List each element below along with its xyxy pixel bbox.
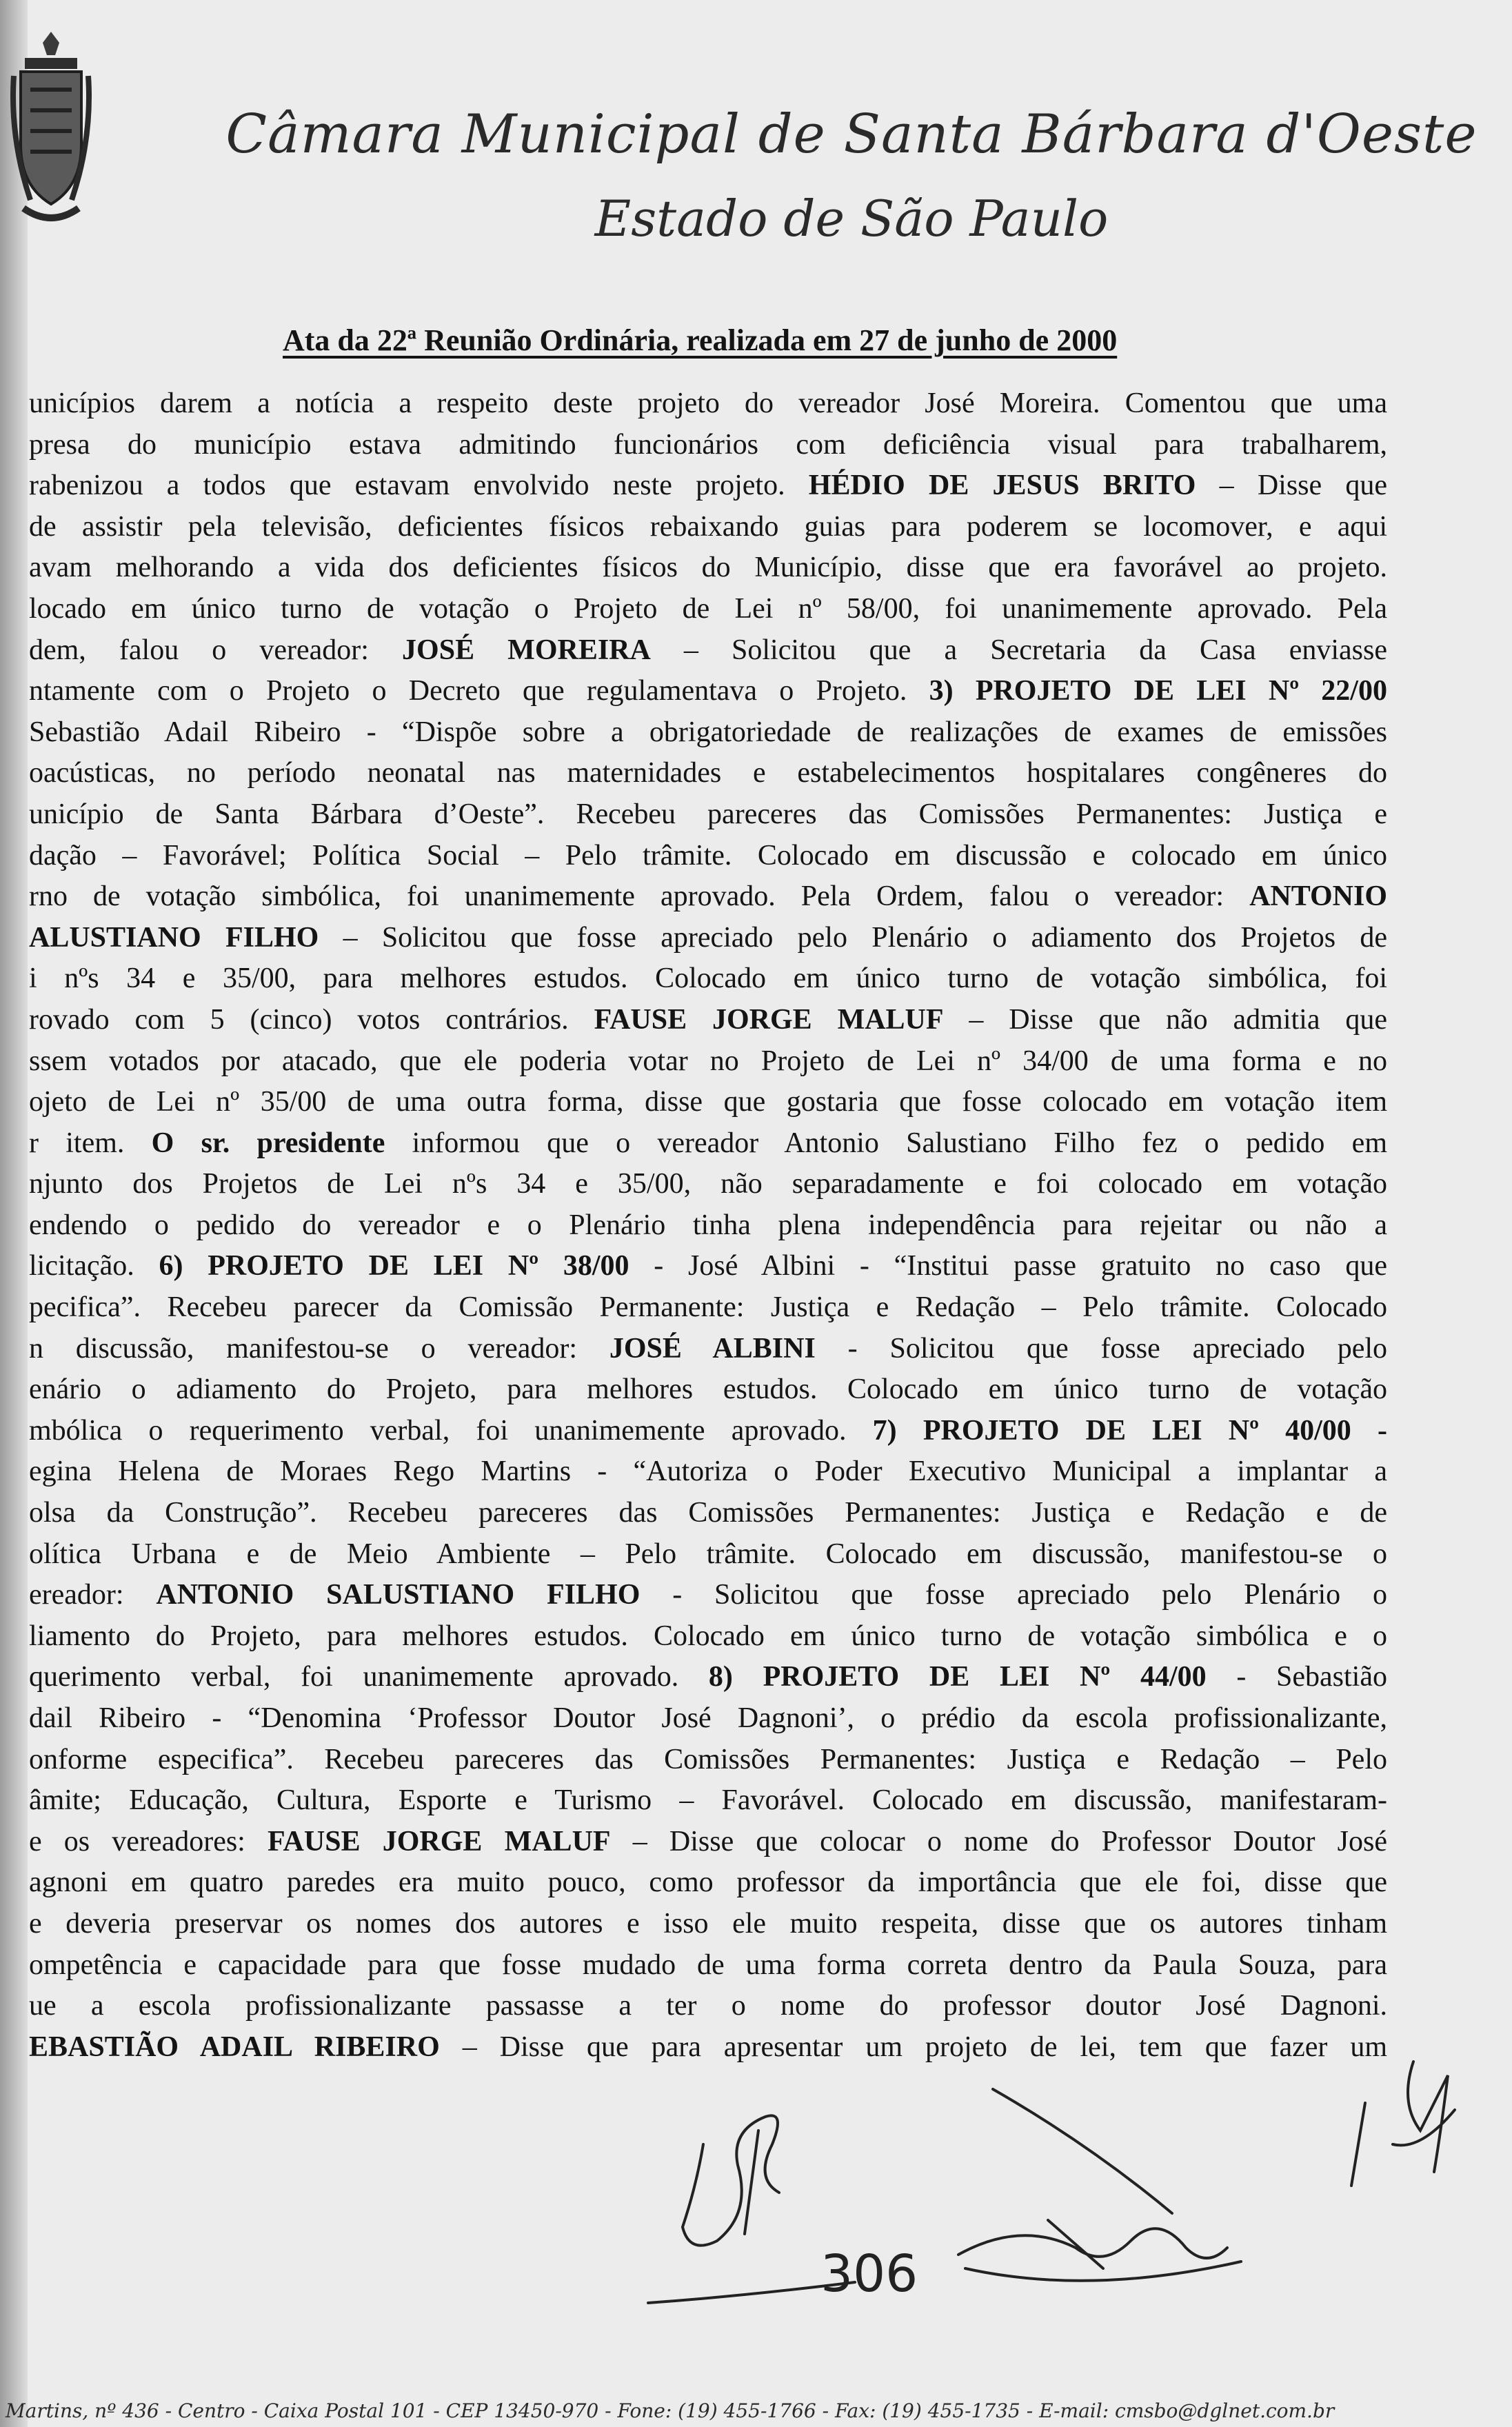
text-segment: – Disse que colocar o nome do Professor Doutor José xyxy=(610,1825,1387,1857)
letterhead-title: Câmara Municipal de Santa Bárbara d'Oeste xyxy=(225,103,1478,165)
body-line xyxy=(29,1287,1387,1329)
text-segment: - Solicitou que fosse apreciado pelo xyxy=(815,1332,1387,1364)
text-segment: rabenizou a todos que estavam envolvido neste projeto. xyxy=(29,470,809,502)
bold-segment: 7) PROJETO DE LEI Nº 40/00 - xyxy=(872,1414,1387,1447)
bold-segment: 6) PROJETO DE LEI Nº 38/00 xyxy=(159,1250,629,1282)
text-segment: pecifica”. Recebeu parecer da Comissão Permanente: Justiça e Redação – Pelo trâmite. Colocado xyxy=(29,1291,1387,1324)
text-segment: - José Albini - “Institui passe gratuito no caso que xyxy=(629,1250,1387,1282)
text-segment: – Disse que não admitia que xyxy=(943,1003,1387,1036)
text-segment: dação – Favorável; Política Social – Pelo trâmite. Colocado em discussão e colocado em único xyxy=(29,839,1387,872)
bold-segment: JOSÉ ALBINI xyxy=(609,1332,816,1364)
binding-shadow xyxy=(0,0,28,2427)
text-segment: e deveria preservar os nomes dos autores e isso ele muito respeita, disse que os autores tinham xyxy=(29,1907,1387,1940)
text-segment: Sebastião Adail Ribeiro - “Dispõe sobre a obrigatoriedade de realizações de exames de emissões xyxy=(29,716,1387,748)
text-segment: e os vereadores: xyxy=(29,1825,268,1857)
body-line xyxy=(29,712,1387,754)
text-segment: dail Ribeiro - “Denomina ‘Professor Doutor José Dagnoni’, o prédio da escola profissionalizante, xyxy=(29,1702,1387,1734)
text-segment: n discussão, manifestou-se o vereador: xyxy=(29,1332,609,1364)
text-segment: ue a escola profissionalizante passasse a ter o nome do professor doutor José Dagnoni. xyxy=(29,1990,1387,2022)
text-segment: onforme especifica”. Recebeu pareceres das Comissões Permanentes: Justiça e Redação – Pelo xyxy=(29,1743,1387,1775)
body-line xyxy=(29,1205,1387,1247)
body-line xyxy=(29,671,1387,712)
body-line xyxy=(29,1904,1387,1945)
footer-address: Martins, nº 436 - Centro - Caixa Postal 101 - CEP 13450-970 - Fone: (19) 455-1766 - Fax: (19) 455-1735 - E-mail: cmsbo@dglnet.com.br xyxy=(6,2399,1335,2422)
body-line xyxy=(29,465,1387,507)
text-segment: oacústicas, no período neonatal nas maternidades e estabelecimentos hospitalares congêneres do xyxy=(29,757,1387,789)
text-segment: endendo o pedido do vereador e o Plenário tinha plena independência para rejeitar ou não a xyxy=(29,1209,1387,1241)
body-line xyxy=(29,958,1387,1000)
text-segment: presa do município estava admitindo funcionários com deficiência visual para trabalharem, xyxy=(29,428,1387,461)
body-line xyxy=(29,918,1387,959)
text-segment: ntamente com o Projeto o Decreto que regulamentava o Projeto. xyxy=(29,675,929,707)
text-segment: agnoni em quatro paredes era muito pouco, como professor da importância que ele foi, disse que xyxy=(29,1866,1387,1899)
bold-segment: FAUSE JORGE MALUF xyxy=(268,1825,611,1857)
body-line xyxy=(29,753,1387,794)
text-segment: ereador: xyxy=(29,1579,157,1611)
letterhead-subtitle: Estado de São Paulo xyxy=(594,190,1109,248)
bold-segment: 3) PROJETO DE LEI Nº 22/00 xyxy=(929,675,1387,707)
text-segment: enário o adiamento do Projeto, para melhores estudos. Colocado em único turno de votação xyxy=(29,1373,1387,1406)
body-line xyxy=(29,1451,1387,1493)
body-line xyxy=(29,1780,1387,1822)
text-segment: – Solicitou que fosse apreciado pelo Plenário o adiamento dos Projetos de xyxy=(319,921,1387,954)
text-segment: licitação. xyxy=(29,1250,159,1282)
body-line xyxy=(29,589,1387,630)
bold-segment: ANTONIO xyxy=(1249,880,1387,913)
text-segment: locado em único turno de votação o Projeto de Lei nº 58/00, foi unanimemente aprovado. Pela xyxy=(29,592,1387,625)
text-segment: liamento do Projeto, para melhores estudos. Colocado em único turno de votação simbólica e o xyxy=(29,1620,1387,1652)
body-line xyxy=(29,1000,1387,1041)
text-segment: – Solicitou que a Secretaria da Casa enviasse xyxy=(650,634,1387,666)
bold-segment: JOSÉ MOREIRA xyxy=(402,634,651,666)
text-segment: ssem votados por atacado, que ele poderia votar no Projeto de Lei nº 34/00 de uma forma e no xyxy=(29,1045,1387,1077)
body-line xyxy=(29,425,1387,466)
body-line xyxy=(29,1082,1387,1123)
body-line xyxy=(29,1740,1387,1781)
text-segment: de assistir pela televisão, deficientes físicos rebaixando guias para poderem se locomover, e aqui xyxy=(29,510,1387,543)
body-line xyxy=(29,1616,1387,1658)
text-segment: - Sebastião xyxy=(1206,1661,1387,1693)
body-line xyxy=(29,1575,1387,1616)
body-line xyxy=(29,1945,1387,1986)
text-segment: egina Helena de Moraes Rego Martins - “Autoriza o Poder Executivo Municipal a implantar a xyxy=(29,1456,1387,1488)
text-segment: ojeto de Lei nº 35/00 de uma outra forma, disse que gostaria que fosse colocado em votação item xyxy=(29,1086,1387,1118)
body-line xyxy=(29,1329,1387,1370)
minutes-title: Ata da 22ª Reunião Ordinária, realizada em 27 de junho de 2000 xyxy=(283,323,1118,357)
coat-of-arms-icon xyxy=(10,28,92,234)
bold-segment: FAUSE JORGE MALUF xyxy=(594,1003,944,1036)
body-line xyxy=(29,1041,1387,1082)
text-segment: unicípio de Santa Bárbara d’Oeste”. Recebeu pareceres das Comissões Permanentes: Justiça e xyxy=(29,798,1387,830)
body-line xyxy=(29,1123,1387,1165)
text-segment: âmite; Educação, Cultura, Esporte e Turismo – Favorável. Colocado em discussão, manifestaram- xyxy=(29,1784,1387,1817)
body-line xyxy=(29,1862,1387,1904)
body-line xyxy=(29,1246,1387,1287)
body-line xyxy=(29,383,1387,425)
body-line xyxy=(29,507,1387,548)
text-segment: rno de votação simbólica, foi unanimemente aprovado. Pela Ordem, falou o vereador: xyxy=(29,880,1250,913)
text-segment: querimento verbal, foi unanimemente aprovado. xyxy=(29,1661,709,1693)
body-line xyxy=(29,1698,1387,1740)
text-segment: r item. xyxy=(29,1127,152,1159)
text-segment: avam melhorando a vida dos deficientes físicos do Município, disse que era favorável ao projeto. xyxy=(29,552,1387,584)
text-segment: njunto dos Projetos de Lei nºs 34 e 35/00, não separadamente e foi colocado em votação xyxy=(29,1168,1387,1200)
page-number: 306 xyxy=(820,2244,918,2304)
body-line xyxy=(29,1164,1387,1205)
text-segment: ompetência e capacidade para que fosse mudado de uma forma correta dentro da Paula Souza, para xyxy=(29,1948,1387,1981)
body-line xyxy=(29,547,1387,589)
bold-segment: ANTONIO SALUSTIANO FILHO xyxy=(156,1579,641,1611)
minutes-body xyxy=(29,383,1387,2068)
bold-segment: ALUSTIANO FILHO xyxy=(29,921,319,954)
body-line xyxy=(29,1657,1387,1698)
text-segment: rovado com 5 (cinco) votos contrários. xyxy=(29,1003,594,1036)
text-segment: olítica Urbana e de Meio Ambiente – Pelo trâmite. Colocado em discussão, manifestou-se o xyxy=(29,1538,1387,1570)
text-segment: mbólica o requerimento verbal, foi unanimemente aprovado. xyxy=(29,1414,873,1447)
body-line xyxy=(29,1822,1387,1863)
body-line xyxy=(29,794,1387,836)
text-segment: - Solicitou que fosse apreciado pelo Plenário o xyxy=(640,1579,1387,1611)
text-segment: dem, falou o vereador: xyxy=(29,634,403,666)
text-segment: – Disse que para apresentar um projeto de lei, tem que fazer um xyxy=(439,2031,1387,2063)
text-segment: – Disse que xyxy=(1196,470,1387,502)
handwritten-signatures xyxy=(607,2006,1503,2324)
text-segment: i nºs 34 e 35/00, para melhores estudos. Colocado em único turno de votação simbólica, foi xyxy=(29,963,1387,995)
text-segment: olsa da Construção”. Recebeu pareceres das Comissões Permanentes: Justiça e Redação e de xyxy=(29,1497,1387,1529)
body-line xyxy=(29,1534,1387,1575)
bold-segment: O sr. presidente xyxy=(151,1127,385,1159)
bold-segment: EBASTIÃO ADAIL RIBEIRO xyxy=(29,2031,440,2063)
body-line xyxy=(29,1411,1387,1452)
body-line xyxy=(29,836,1387,877)
body-line xyxy=(29,630,1387,672)
body-line xyxy=(29,1493,1387,1534)
text-segment: informou que o vereador Antonio Salustiano Filho fez o pedido em xyxy=(385,1127,1387,1159)
bold-segment: 8) PROJETO DE LEI Nº 44/00 xyxy=(708,1661,1207,1693)
body-line xyxy=(29,876,1387,918)
bold-segment: HÉDIO DE JESUS BRITO xyxy=(808,470,1196,502)
text-segment: unicípios darem a notícia a respeito deste projeto do vereador José Moreira. Comentou que uma xyxy=(29,387,1387,419)
body-line xyxy=(29,1369,1387,1411)
